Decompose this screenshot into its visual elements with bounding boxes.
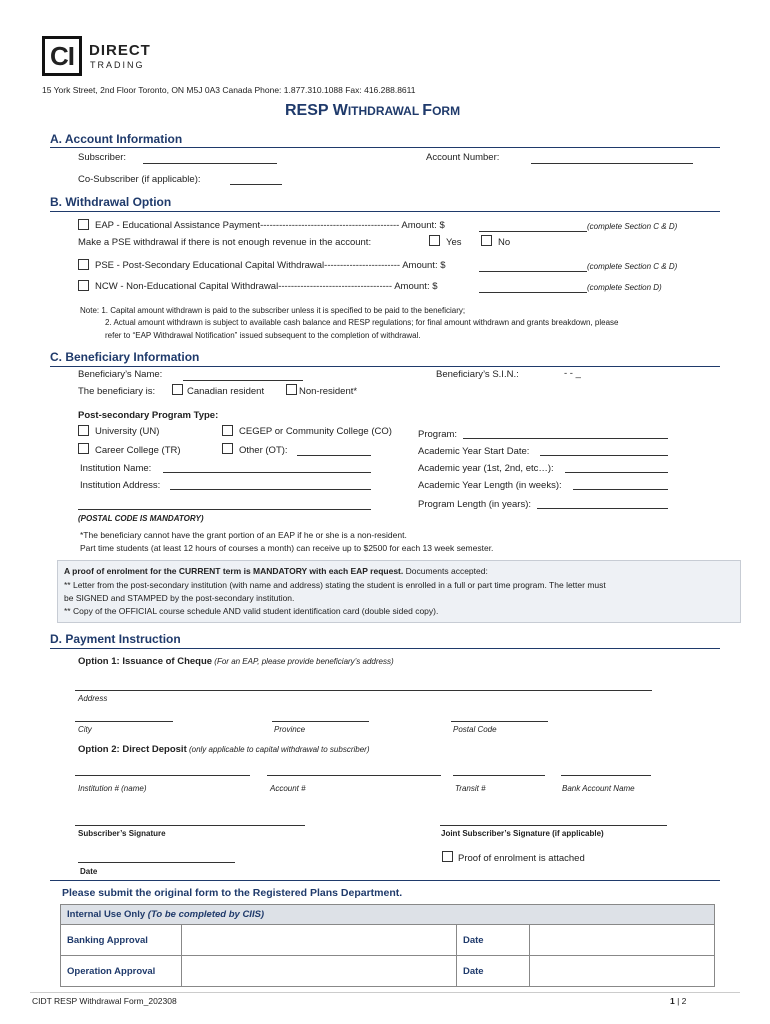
submit-instruction: Please submit the original form to the Registered Plans Department. (62, 887, 403, 899)
prog-type-label: Post-secondary Program Type: (78, 410, 219, 421)
transit-label: Transit # (455, 784, 486, 793)
option2 (78, 744, 370, 755)
postal-mandatory: (POSTAL CODE IS MANDATORY) (78, 514, 204, 523)
page-total: 2 (681, 996, 687, 1006)
yes-label: Yes (446, 237, 462, 248)
eap-label: EAP - Educational Assistance Payment-------------------------------------------- Amount: $ (95, 220, 445, 231)
ben-sin-label: Beneficiary’s S.I.N.: (436, 369, 519, 380)
eap-note: (complete Section C & D) (587, 222, 678, 231)
operation-approval-label: Operation Approval (61, 956, 182, 987)
star-note-2: Part time students (at least 12 hours of courses a month) can receive up to $2500 for each 13 week semester. (80, 543, 494, 553)
proof-line1a: A proof of enrolment for the CURRENT term is MANDATORY with each EAP request. (64, 566, 404, 576)
internal-use-header (61, 905, 715, 925)
proof-line3: be SIGNED and STAMPED by the post-secondary institution. (64, 593, 295, 603)
bank-name-field[interactable] (561, 775, 651, 776)
logo-line2: TRADING (90, 60, 145, 70)
note-2: 2. Actual amount withdrawn is subject to available cash balance and RESP regulations; for final amount withdrawn and grants breakdown, please (105, 318, 619, 327)
ay-len-label: Academic Year Length (in weeks): (418, 480, 562, 491)
operation-date-label: Date (457, 956, 530, 987)
pse-question: Make a PSE withdrawal if there is not enough revenue in the account: (78, 237, 372, 248)
proof-line1b: Documents accepted: (403, 566, 488, 576)
proof-line4: ** Copy of the OFFICIAL course schedule AND valid student identification card (double sided copy). (64, 606, 439, 616)
title-p5: ORM (432, 104, 461, 118)
banking-approval-label: Banking Approval (61, 925, 182, 956)
section-d-title: D. Payment Instruction (50, 632, 181, 646)
nonres-checkbox[interactable] (286, 384, 297, 395)
prog-len-label: Program Length (in years): (418, 499, 531, 510)
other-field[interactable] (297, 455, 371, 456)
account-label: Account # (270, 784, 306, 793)
section-a-rule (50, 147, 720, 148)
page-current: 1 (670, 996, 675, 1006)
subscriber-signature-field[interactable] (75, 825, 305, 826)
other-checkbox[interactable] (222, 443, 233, 454)
banking-date-cell[interactable] (530, 925, 715, 956)
ncw-label: NCW - Non-Educational Capital Withdrawal------------------------------------ Amount: $ (95, 281, 438, 292)
career-checkbox[interactable] (78, 443, 89, 454)
city-field[interactable] (75, 721, 173, 722)
ncw-amount-field[interactable] (479, 292, 587, 293)
form-title (285, 102, 460, 120)
footer-page (670, 996, 686, 1006)
inst-addr-label: Institution Address: (80, 480, 161, 491)
postal-field[interactable] (451, 721, 548, 722)
section-c-rule (50, 366, 720, 367)
ben-name-label: Beneficiary’s Name: (78, 369, 163, 380)
title-p2: W (332, 102, 348, 119)
canadian-checkbox[interactable] (172, 384, 183, 395)
option2-label: Option 2: Direct Deposit (78, 744, 187, 755)
co-subscriber-field[interactable] (230, 184, 282, 185)
logo-mark: CI (42, 36, 82, 76)
postal-label: Postal Code (453, 725, 497, 734)
institution-field[interactable] (75, 775, 250, 776)
cegep-label: CEGEP or Community College (CO) (239, 426, 392, 437)
submit-rule (50, 880, 720, 881)
career-label: Career College (TR) (95, 445, 181, 456)
option1 (78, 656, 394, 667)
cegep-checkbox[interactable] (222, 425, 233, 436)
joint-signature-field[interactable] (440, 825, 667, 826)
date-label: Date (80, 867, 98, 876)
inst-addr-field-2[interactable] (78, 509, 371, 510)
proof-line2: ** Letter from the post-secondary institution (with name and address) stating the student is enrolled in a full or part time program. The letter must (64, 580, 606, 590)
banking-approval-cell[interactable] (182, 925, 457, 956)
title-p4: F (422, 102, 433, 119)
transit-field[interactable] (453, 775, 545, 776)
address-line: 15 York Street, 2nd Floor Toronto, ON M5J 0A3 Canada Phone: 1.877.310.1088 Fax: 416.288.8611 (42, 85, 416, 95)
pse-note: (complete Section C & D) (587, 262, 678, 271)
ay-len-field[interactable] (573, 489, 668, 490)
no-checkbox[interactable] (481, 235, 492, 246)
co-subscriber-label: Co-Subscriber (if applicable): (78, 174, 201, 185)
footer-rule (30, 992, 740, 993)
section-b-title: B. Withdrawal Option (50, 195, 172, 209)
pse-label: PSE - Post-Secondary Educational Capital Withdrawal------------------------ Amount: $ (95, 260, 446, 271)
inst-name-field[interactable] (163, 472, 371, 473)
university-checkbox[interactable] (78, 425, 89, 436)
operation-approval-cell[interactable] (182, 956, 457, 987)
nonres-label: Non-resident* (299, 386, 358, 397)
yes-checkbox[interactable] (429, 235, 440, 246)
section-a-title: A. Account Information (50, 132, 183, 146)
banking-date-label: Date (457, 925, 530, 956)
internal-header-b: (To be completed by CIIS) (147, 909, 265, 920)
proof-attached-checkbox[interactable] (442, 851, 453, 862)
eap-checkbox[interactable] (78, 219, 89, 230)
ay-num-field[interactable] (565, 472, 668, 473)
logo-line1: DIRECT (89, 42, 151, 59)
account-field[interactable] (267, 775, 441, 776)
internal-header-a: Internal Use Only (67, 909, 148, 920)
program-field[interactable] (463, 438, 668, 439)
ben-is-label: The beneficiary is: (78, 386, 156, 397)
note-1: Note: 1. Capital amount withdrawn is paid to the subscriber unless it is specified to be paid to the beneficiary; (80, 306, 466, 315)
subscriber-field[interactable] (143, 163, 277, 164)
option2-note: (only applicable to capital withdrawal to subscriber) (186, 745, 370, 754)
section-b-rule (50, 211, 720, 212)
ay-start-label: Academic Year Start Date: (418, 446, 530, 457)
note-3: refer to “EAP Withdrawal Notification” issued subsequent to the completion of withdrawal. (105, 331, 421, 340)
inst-name-label: Institution Name: (80, 463, 152, 474)
province-label: Province (274, 725, 306, 734)
city-label: City (78, 725, 92, 734)
account-number-field[interactable] (531, 163, 693, 164)
ben-name-field[interactable] (183, 380, 303, 381)
title-p1: RESP (285, 102, 333, 119)
option1-label: Option 1: Issuance of Cheque (78, 656, 213, 667)
other-label: Other (OT): (239, 445, 288, 456)
ay-num-label: Academic year (1st, 2nd, etc…): (418, 463, 554, 474)
university-label: University (UN) (95, 426, 160, 437)
no-label: No (498, 237, 511, 248)
program-label: Program: (418, 429, 458, 440)
ncw-checkbox[interactable] (78, 280, 89, 291)
subscriber-label: Subscriber: (78, 152, 127, 163)
proof-box (57, 560, 741, 623)
province-field[interactable] (272, 721, 369, 722)
subscriber-signature-label: Subscriber’s Signature (78, 829, 166, 838)
address-label: Address (78, 694, 108, 703)
proof-attached-label: Proof of enrolment is attached (458, 853, 585, 864)
pse-amount-field[interactable] (479, 271, 587, 272)
footer-form-id: CIDT RESP Withdrawal Form_202308 (32, 996, 177, 1006)
prog-len-field[interactable] (537, 508, 668, 509)
internal-use-table (60, 904, 715, 987)
section-c-title: C. Beneficiary Information (50, 350, 200, 364)
page-sep: | (674, 996, 682, 1006)
pse-checkbox[interactable] (78, 259, 89, 270)
title-p3: ITHDRAWAL (347, 104, 423, 118)
ben-sin-field[interactable]: - - _ (564, 368, 581, 379)
bank-name-label: Bank Account Name (562, 784, 635, 793)
ay-start-field[interactable] (540, 455, 668, 456)
operation-date-cell[interactable] (530, 956, 715, 987)
joint-signature-label: Joint Subscriber’s Signature (if applicable) (441, 829, 604, 838)
eap-amount-field[interactable] (479, 231, 587, 232)
canadian-label: Canadian resident (187, 386, 265, 397)
account-number-label: Account Number: (426, 152, 500, 163)
inst-addr-field[interactable] (170, 489, 371, 490)
date-field[interactable] (78, 862, 235, 863)
address-field[interactable] (75, 690, 652, 691)
institution-label: Institution # (name) (78, 784, 147, 793)
ncw-note: (complete Section D) (587, 283, 662, 292)
star-note-1: *The beneficiary cannot have the grant portion of an EAP if he or she is a non-resident. (80, 530, 407, 540)
option1-note: (For an EAP, please provide beneficiary’s address) (212, 657, 394, 666)
section-d-rule (50, 648, 720, 649)
